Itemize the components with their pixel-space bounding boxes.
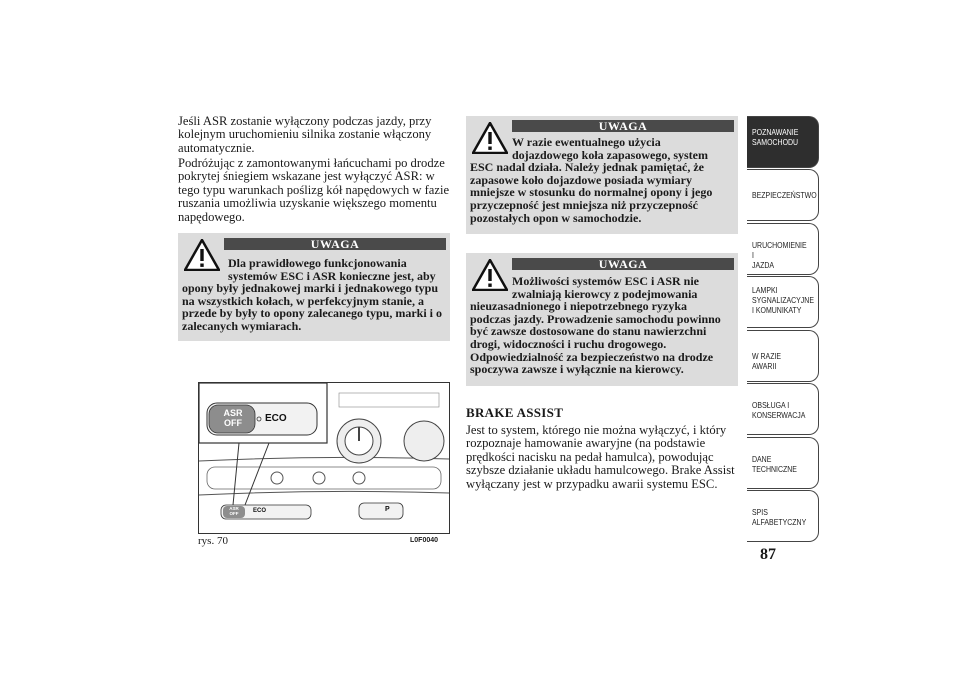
warning-title: UWAGA: [598, 119, 648, 133]
tab-uruchomienie-i-jazda[interactable]: [747, 223, 819, 275]
warning-text-1: [182, 257, 450, 333]
tab-label: OBSŁUGA I KONSERWACJA: [752, 400, 806, 420]
text-line: nieuzasadnionego i niepotrzebnego ryzyka: [470, 299, 688, 314]
text-line: systemów ESC i ASR konieczne jest, aby: [228, 268, 436, 283]
text-line: Jest to system, którego nie można wyłączyć, i który: [466, 423, 727, 437]
text-line: zalecanych wymiarach.: [182, 318, 302, 333]
text-line: mniejsze w stosunku do normalnej opony i jego: [470, 185, 713, 200]
tab-lampki-sygnalizacyjne[interactable]: [747, 276, 819, 328]
text-line: na wszystkich kołach, w perfekcyjnym stanie, a: [182, 293, 424, 308]
tab-spis-alfabetyczny[interactable]: [747, 490, 819, 542]
warning-box-1: [178, 233, 450, 341]
text-line: tego typu warunkach poślizg kół napędowych w fazie: [178, 182, 450, 197]
text-line: spoczywa zawsze i wyłącznie na kierowcy.: [470, 362, 684, 377]
warning-title-bar: [512, 258, 734, 270]
tab-dane-techniczne[interactable]: [747, 437, 819, 489]
tab-bezpieczenstwo[interactable]: [747, 169, 819, 221]
text-line: ruszania umożliwia uzyskanie większego momentu: [178, 196, 437, 211]
text-line: podczas jazdy. Prowadzenie samochodu powinno: [470, 311, 721, 326]
off-label: OFF: [224, 418, 242, 428]
left-paragraph-2: [178, 157, 463, 224]
text-line: pokrytej śniegiem wskazane jest wyłączyć ASR: w: [178, 169, 435, 184]
text-line: Możliwości systemów ESC i ASR nie: [512, 274, 699, 288]
warning-title-bar: [512, 120, 734, 132]
text-line: napędowego.: [178, 209, 245, 224]
text-line: automatycznie.: [178, 140, 255, 155]
eco-button-small: ECO: [253, 508, 267, 514]
tab-label: LAMPKI SYGNALIZACYJNE I KOMUNIKATY: [752, 285, 814, 315]
text-line: rozpoznaje hamowanie awaryjne (na podstawie: [466, 436, 706, 451]
text-line: pozostałych opon w samochodzie.: [470, 210, 642, 225]
warning-box-2: [466, 116, 738, 234]
text-line: przyczepność jest mniejsza niż przyczepność: [470, 197, 698, 212]
text-line: drogi, widoczności i ruchu drogowego.: [470, 336, 667, 351]
text-line: przede by były to opony zalecanego typu, marki i o: [182, 306, 442, 321]
page-number: 87: [760, 546, 776, 563]
text-line: ESC nadal działa. Należy jednak pamiętać, że: [470, 160, 704, 175]
tab-label: DANE TECHNICZNE: [752, 454, 797, 474]
warning-text-2: [470, 136, 738, 224]
text-line: Odpowiedzialność za bezpieczeństwo na drodze: [470, 349, 714, 364]
text-line: Jeśli ASR zostanie wyłączony podczas jazdy, przy: [178, 114, 432, 128]
warning-title-bar: [224, 238, 446, 250]
tab-w-razie-awarii[interactable]: [747, 330, 819, 382]
asr-off-button-small: [223, 506, 245, 516]
section-body: [466, 424, 746, 491]
text-line: wyłączany jest w przypadku awarii systemu ESC.: [466, 476, 718, 491]
tab-label: W RAZIE AWARII: [752, 351, 782, 371]
text-line: dojazdowego koła zapasowego, system: [512, 147, 708, 162]
tab-label: URUCHOMIENIE I JAZDA: [752, 240, 807, 270]
text-line: Podróżując z zamontowanymi łańcuchami po drodze: [178, 156, 445, 170]
text-line: szybsze działanie układu hamulcowego. Brake Assist: [466, 463, 735, 478]
warning-title: UWAGA: [310, 237, 360, 251]
asr-off-button-large: [213, 408, 253, 428]
text-line: zapasowe koło dojazdowe posiada wymiary: [470, 172, 693, 187]
off-label-small: OFF: [229, 511, 239, 516]
asr-label-small: ASR: [229, 506, 239, 511]
tab-obsluga-i-konserwacja[interactable]: [747, 383, 819, 435]
parking-button-small: P: [385, 506, 390, 513]
text-line: W razie ewentualnego użycia: [512, 135, 661, 149]
tab-label: POZNAWANIE SAMOCHODU: [752, 127, 799, 147]
figure-climate-panel: [198, 382, 450, 534]
text-line: kolejnym uruchomieniu silnika zostanie włączony: [178, 127, 432, 142]
warning-box-3: [466, 253, 738, 386]
eco-button-large: ECO: [265, 413, 287, 424]
left-paragraph-1: [178, 115, 458, 155]
warning-text-3: [470, 275, 738, 376]
tab-label: SPIS ALFABETYCZNY: [752, 507, 807, 527]
section-heading: BRAKE ASSIST: [466, 405, 564, 420]
figure-caption: rys. 70: [198, 535, 228, 547]
text-line: Dla prawidłowego funkcjonowania: [228, 256, 407, 270]
text-line: zwalniają kierowcy z podejmowania: [512, 286, 698, 301]
text-line: prędkości nacisku na pedał hamulca), powodując: [466, 449, 714, 464]
tab-label: BEZPIECZEŃSTWO: [752, 190, 817, 200]
tab-poznawanie-samochodu[interactable]: [747, 116, 819, 168]
figure-code: L0F0040: [410, 537, 439, 544]
asr-label: ASR: [223, 408, 243, 418]
text-line: opony były jednakowej marki i jednakowego typu: [182, 281, 439, 296]
text-line: być zawsze dostosowane do stanu nawierzchni: [470, 324, 707, 339]
warning-title: UWAGA: [598, 257, 648, 271]
